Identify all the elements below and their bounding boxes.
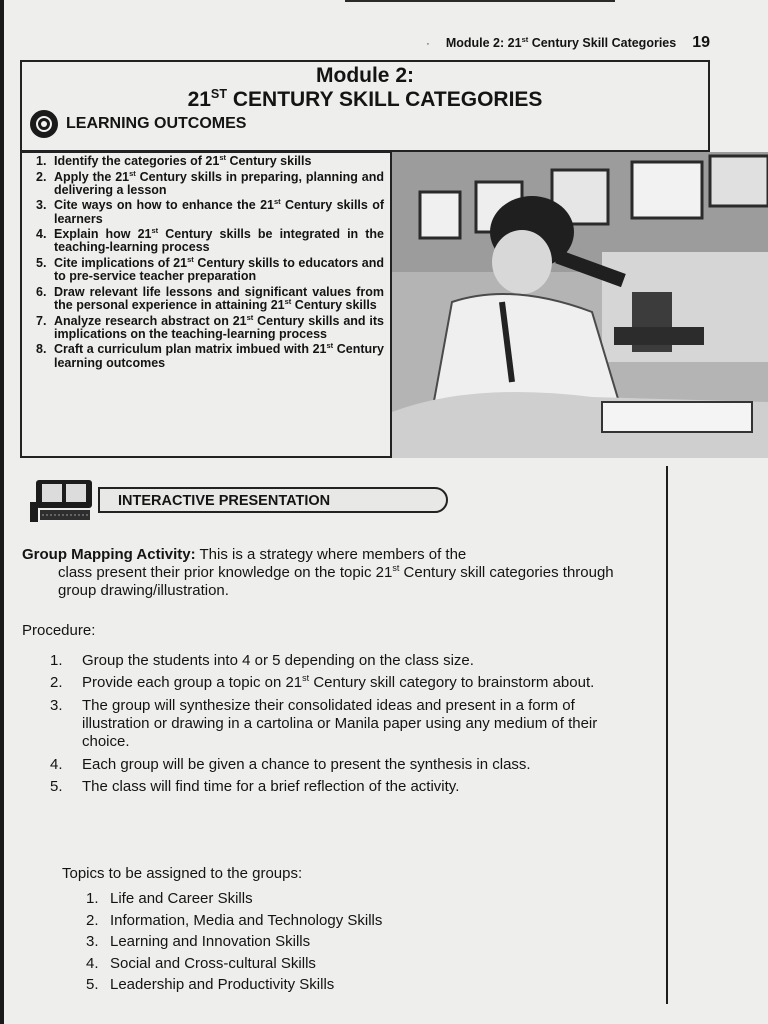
topic-item-number: 4. (86, 954, 99, 972)
topic-item (86, 953, 382, 975)
activity-description: class present their prior knowledge on the topic 21st Century skill categories through group drawing/illustration. (58, 563, 614, 599)
topic-item-number: 2. (86, 911, 99, 929)
learning-outcome-text: Apply the 21st Century skills in preparing, planning and delivering a lesson (54, 168, 384, 197)
learning-outcome (36, 228, 384, 254)
learning-outcome (36, 168, 384, 197)
learning-outcome-number: 8. (36, 342, 47, 357)
running-header (426, 34, 710, 52)
activity-lead: Group Mapping Activity: (22, 546, 196, 563)
topic-item-text: Life and Career Skills (110, 890, 253, 907)
page-edge-rule (0, 0, 4, 1024)
header-bullet: · (426, 38, 430, 50)
learning-outcome-text: Analyze research abstract on 21st Century skills and its implications on the teaching-learning process (54, 312, 384, 341)
computer-icon (28, 478, 94, 524)
learning-outcome (36, 254, 384, 284)
module-subtitle: 21ST CENTURY SKILL CATEGORIES (187, 87, 543, 111)
learning-outcome (36, 343, 384, 369)
learning-outcome-number: 1. (36, 154, 47, 168)
learning-outcomes-header (20, 108, 710, 152)
topic-item-text: Leadership and Productivity Skills (110, 976, 335, 994)
procedure-step (50, 756, 636, 774)
learning-outcome (36, 312, 384, 341)
learning-outcomes-box (20, 152, 392, 458)
learning-outcome-number: 7. (36, 313, 47, 328)
topic-item (86, 888, 382, 910)
column-rule (666, 466, 668, 1004)
learning-outcome (36, 152, 384, 168)
topic-item-text: Learning and Innovation Skills (110, 933, 311, 951)
topic-item-text: Social and Cross-cultural Skills (110, 954, 316, 972)
procedure-step (50, 652, 636, 670)
topic-item-text: Information, Media and Technology Skills (110, 911, 383, 929)
procedure-step (50, 674, 636, 692)
activity-first-line: Group Mapping Activity: This is a strategy where members of the (22, 546, 467, 563)
procedure-step-text: The class will find time for a brief reflection of the activity. (82, 777, 460, 795)
procedure-step-number: 2. (50, 674, 63, 692)
learning-outcome-number: 4. (36, 227, 47, 242)
target-icon (30, 110, 58, 138)
learning-outcomes-heading: LEARNING OUTCOMES (66, 115, 247, 132)
procedure-step-text: Group the students into 4 or 5 depending on the class size. (82, 652, 474, 669)
procedure-step-text: Provide each group a topic on 21st Century skill category to brainstorm about. (82, 673, 595, 692)
procedure-step-text: Each group will be given a chance to present the synthesis in class. (82, 755, 531, 773)
learning-outcome-text: Cite implications of 21st Century skills to educators and to pre-service teacher preparation (54, 254, 384, 284)
procedure-step (50, 697, 636, 752)
learning-outcome-text: Identify the categories of 21st Century skills (54, 152, 312, 168)
learning-outcome-number: 3. (36, 198, 47, 213)
topic-item (86, 910, 382, 932)
topics-list (86, 888, 382, 996)
procedure-heading: Procedure: (22, 622, 96, 639)
learning-outcome-number: 6. (36, 284, 47, 299)
learning-outcome-text: Explain how 21st Century skills be integrated in the teaching-learning process (54, 226, 384, 255)
learning-outcome (36, 199, 384, 225)
topic-item-number: 5. (86, 976, 99, 994)
procedure-step-number: 4. (50, 755, 63, 773)
learning-outcome-number: 2. (36, 169, 47, 184)
running-header-text: Module 2: 21st Century Skill Categories (445, 34, 677, 50)
procedure-step (50, 778, 636, 796)
teacher-photo (392, 152, 768, 458)
topics-heading: Topics to be assigned to the groups: (62, 865, 303, 882)
learning-outcome (36, 286, 384, 312)
module-title: Module 2: (316, 64, 414, 87)
learning-outcome-number: 5. (36, 255, 47, 270)
procedure-step-number: 5. (50, 777, 63, 795)
topic-item (86, 931, 382, 953)
procedure-list (50, 652, 636, 800)
learning-outcome-text: Craft a curriculum plan matrix imbued with 21st Century learning outcomes (54, 341, 385, 370)
learning-outcomes-list (22, 153, 390, 370)
group-mapping-activity (22, 546, 634, 600)
topic-item (86, 974, 382, 996)
topic-item-number: 1. (86, 890, 99, 907)
topic-item-number: 3. (86, 933, 99, 951)
procedure-step-number: 1. (50, 652, 63, 669)
page-number: 19 (692, 34, 710, 51)
procedure-step-text: The group will synthesize their consolidated ideas and present in a form of illustration or drawing in a cartolina or Manila paper using any medium of their choice. (82, 696, 598, 751)
top-rule (345, 0, 615, 2)
interactive-presentation-label: INTERACTIVE PRESENTATION (98, 487, 448, 513)
procedure-step-number: 3. (50, 696, 63, 714)
learning-outcome-text: Cite ways on how to enhance the 21st Century skills of learners (54, 197, 384, 226)
learning-outcome-text: Draw relevant life lessons and significant values from the personal experience in attaining 21st Century skills (54, 284, 384, 312)
